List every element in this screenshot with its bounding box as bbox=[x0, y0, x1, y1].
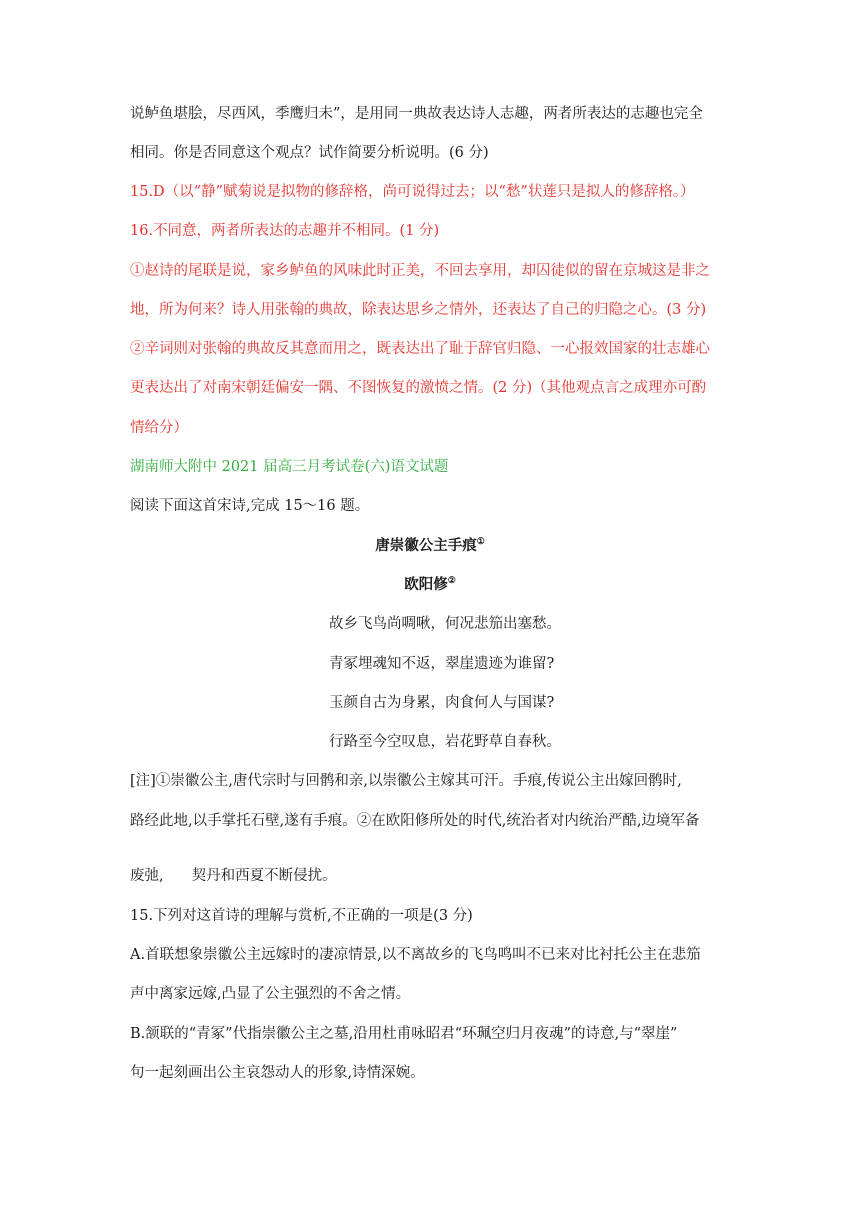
reading-instruction: 阅读下面这首宋诗,完成 15～16 题。 bbox=[130, 498, 370, 514]
notes-line-2: 路经此地,以手掌托石壁,遂有手痕。②在欧阳修所处的时代,统治者对内统治严酷,边境军备 bbox=[130, 813, 700, 829]
answer-16-heading: 16.不同意，两者所表达的志趣并不相同。(1 分) bbox=[130, 223, 440, 239]
poem-title-text: 唐崇徽公主手痕 bbox=[375, 537, 477, 554]
answer-16-point-1-line-2: 地，所为何来？诗人用张翰的典故，除表达思乡之情外，还表达了自己的归隐之心。(3 分) bbox=[130, 302, 707, 318]
poem-title-footnote-mark: ① bbox=[476, 537, 485, 548]
question-15-option-b-line-2: 句一起刻画出公主哀怨动人的形象,诗情深婉。 bbox=[130, 1065, 425, 1081]
question-15-stem: 15.下列对这首诗的理解与赏析,不正确的一项是(3 分) bbox=[130, 908, 473, 924]
notes-line-3 bbox=[130, 866, 337, 886]
notes-line-3-part-a: 废弛, bbox=[130, 868, 164, 884]
poem-line-1: 故乡飞鸟尚啁啾，何况悲笳出塞愁。 bbox=[329, 616, 561, 632]
poem-line-4: 行路至今空叹息，岩花野草自春秋。 bbox=[329, 734, 561, 750]
notes-line-3-part-b: 契丹和西夏不断侵扰。 bbox=[191, 868, 337, 884]
notes-line-1: [注]①崇徽公主,唐代宗时与回鹘和亲,以崇徽公主嫁其可汗。手痕,传说公主出嫁回鹘时, bbox=[130, 773, 682, 789]
question-15-option-a-line-2: 声中离家远嫁,凸显了公主强烈的不舍之情。 bbox=[130, 986, 411, 1002]
answer-16-point-2-line-3: 情给分） bbox=[130, 420, 188, 436]
prev-question-line-1: 说鲈鱼堪脍，尽西风，季鹰归未”，是用同一典故表达诗人志趣，两者所表达的志趣也完全 bbox=[130, 106, 703, 122]
poem-author bbox=[0, 575, 860, 595]
poem-author-text: 欧阳修 bbox=[404, 576, 448, 593]
poem-title bbox=[0, 536, 860, 556]
answer-15: 15.D（以“静”赋菊说是拟物的修辞格，尚可说得过去；以“愁”状莲只是拟人的修辞格。） bbox=[130, 184, 695, 200]
answer-16-point-1-line-1: ①赵诗的尾联是说，家乡鲈鱼的风味此时正美，不回去享用，却囚徒似的留在京城这是非之 bbox=[130, 263, 710, 279]
source-title: 湖南师大附中 2021 届高三月考试卷(六)语文试题 bbox=[130, 459, 449, 475]
answer-16-point-2-line-1: ②辛词则对张翰的典故反其意而用之，既表达出了耻于辞官归隐、一心报效国家的壮志雄心 bbox=[130, 341, 710, 357]
prev-question-line-2: 相同。你是否同意这个观点？试作简要分析说明。(6 分) bbox=[130, 145, 489, 161]
poem-author-footnote-mark: ② bbox=[447, 576, 456, 587]
poem-line-3: 玉颜自古为身累，肉食何人与国谋? bbox=[329, 695, 555, 711]
answer-16-point-2-line-2: 更表达出了对南宋朝廷偏安一隅、不图恢复的激愤之情。(2 分)（其他观点言之成理亦可酌 bbox=[130, 380, 707, 396]
poem-line-2: 青冢埋魂知不返，翠崖遗迹为谁留? bbox=[329, 656, 555, 672]
question-15-option-b-line-1: B.颔联的“青冢”代指崇徽公主之墓,沿用杜甫咏昭君“环珮空归月夜魂”的诗意,与“翠崖” bbox=[130, 1026, 678, 1042]
question-15-option-a-line-1: A.首联想象崇徽公主远嫁时的凄凉情景,以不离故乡的飞鸟鸣叫不已来对比衬托公主在悲笳 bbox=[130, 947, 701, 963]
